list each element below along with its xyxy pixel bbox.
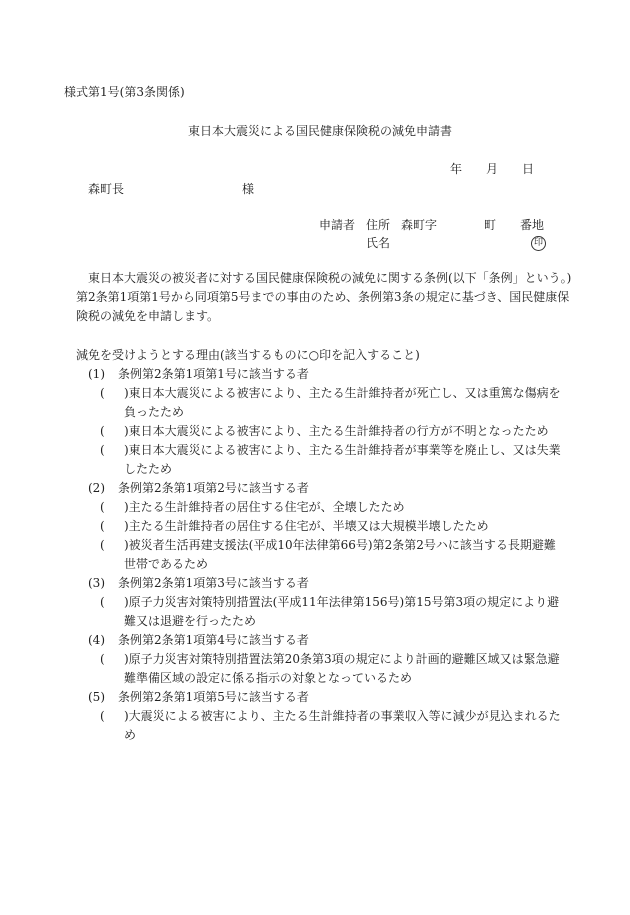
- date-month: 月: [486, 162, 499, 176]
- item-text: )被災者生活再建支援法(平成10年法律第66号)第2条第2号ハに該当する長期避難: [124, 538, 556, 552]
- form-title: 東日本大震災による国民健康保険税の減免申請書: [188, 124, 453, 138]
- item-text: )原子力災害対策特別措置法(平成11年法律第156号)第15号第3項の規定により避: [124, 595, 560, 609]
- item-text: )主たる生計維持者の居住する住宅が、全壊したため: [124, 500, 405, 514]
- address-banchi: 番地: [520, 218, 545, 232]
- checkbox-bracket[interactable]: (: [100, 424, 105, 438]
- date-year: 年: [450, 162, 463, 176]
- item-text-continued: 世帯であるため: [124, 557, 209, 571]
- item-text: )東日本大震災による被害により、主たる生計維持者が事業等を廃止し、又は失業: [124, 443, 561, 457]
- checkbox-bracket[interactable]: (: [100, 538, 105, 552]
- section-number: (3): [88, 576, 105, 590]
- item-text-continued: したため: [124, 462, 173, 476]
- section-number: (5): [88, 690, 105, 704]
- item-text-continued: 難準備区域の設定に係る指示の対象となっているため: [124, 671, 413, 685]
- reason-heading: 減免を受けようとする理由(該当するものに○印を記入すること): [76, 348, 420, 362]
- section-heading: 条例第2条第1項第2号に該当する者: [118, 481, 309, 495]
- addressee-name: 森町長: [88, 182, 125, 196]
- section-heading: 条例第2条第1項第1号に該当する者: [118, 367, 309, 381]
- form-number: 様式第1号(第3条関係): [64, 85, 185, 99]
- item-text: )東日本大震災による被害により、主たる生計維持者の行方が不明となったため: [124, 424, 549, 438]
- checkbox-bracket[interactable]: (: [100, 519, 105, 533]
- intro-line-3: 険税の減免を申請します。: [76, 309, 220, 323]
- section-heading: 条例第2条第1項第5号に該当する者: [118, 690, 309, 704]
- item-text: )主たる生計維持者の居住する住宅が、半壊又は大規模半壊したため: [124, 519, 489, 533]
- addressee-honorific: 様: [242, 182, 255, 196]
- address-machi: 町: [484, 218, 497, 232]
- item-text-continued: 負ったため: [124, 405, 185, 419]
- checkbox-bracket[interactable]: (: [100, 709, 105, 723]
- section-number: (2): [88, 481, 105, 495]
- seal-mark: 印: [531, 236, 546, 251]
- item-text-continued: 難又は退避を行ったため: [124, 614, 257, 628]
- address-value: 森町字: [401, 218, 438, 232]
- section-heading: 条例第2条第1項第3号に該当する者: [118, 576, 309, 590]
- item-text: )東日本大震災による被害により、主たる生計維持者が死亡し、又は重篤な傷病を: [124, 386, 561, 400]
- applicant-label: 申請者: [319, 218, 356, 232]
- intro-line-2: 第2条第1項第1号から同項第5号までの事由のため、条例第3条の規定に基づき、国民健康保: [76, 290, 570, 304]
- address-label: 住所: [366, 218, 391, 232]
- checkbox-bracket[interactable]: (: [100, 386, 105, 400]
- name-label: 氏名: [366, 236, 391, 250]
- item-text: )原子力災害対策特別措置法第20条第3項の規定により計画的避難区域又は緊急避: [124, 652, 560, 666]
- item-text-continued: め: [124, 728, 137, 742]
- item-text: )大震災による被害により、主たる生計維持者の事業収入等に減少が見込まれるた: [124, 709, 561, 723]
- section-number: (4): [88, 633, 105, 647]
- section-number: (1): [88, 367, 105, 381]
- date-day: 日: [522, 162, 535, 176]
- checkbox-bracket[interactable]: (: [100, 652, 105, 666]
- checkbox-bracket[interactable]: (: [100, 443, 105, 457]
- section-heading: 条例第2条第1項第4号に該当する者: [118, 633, 309, 647]
- checkbox-bracket[interactable]: (: [100, 595, 105, 609]
- checkbox-bracket[interactable]: (: [100, 500, 105, 514]
- intro-line-1: 東日本大震災の被災者に対する国民健康保険税の減免に関する条例(以下「条例」という。): [88, 271, 572, 285]
